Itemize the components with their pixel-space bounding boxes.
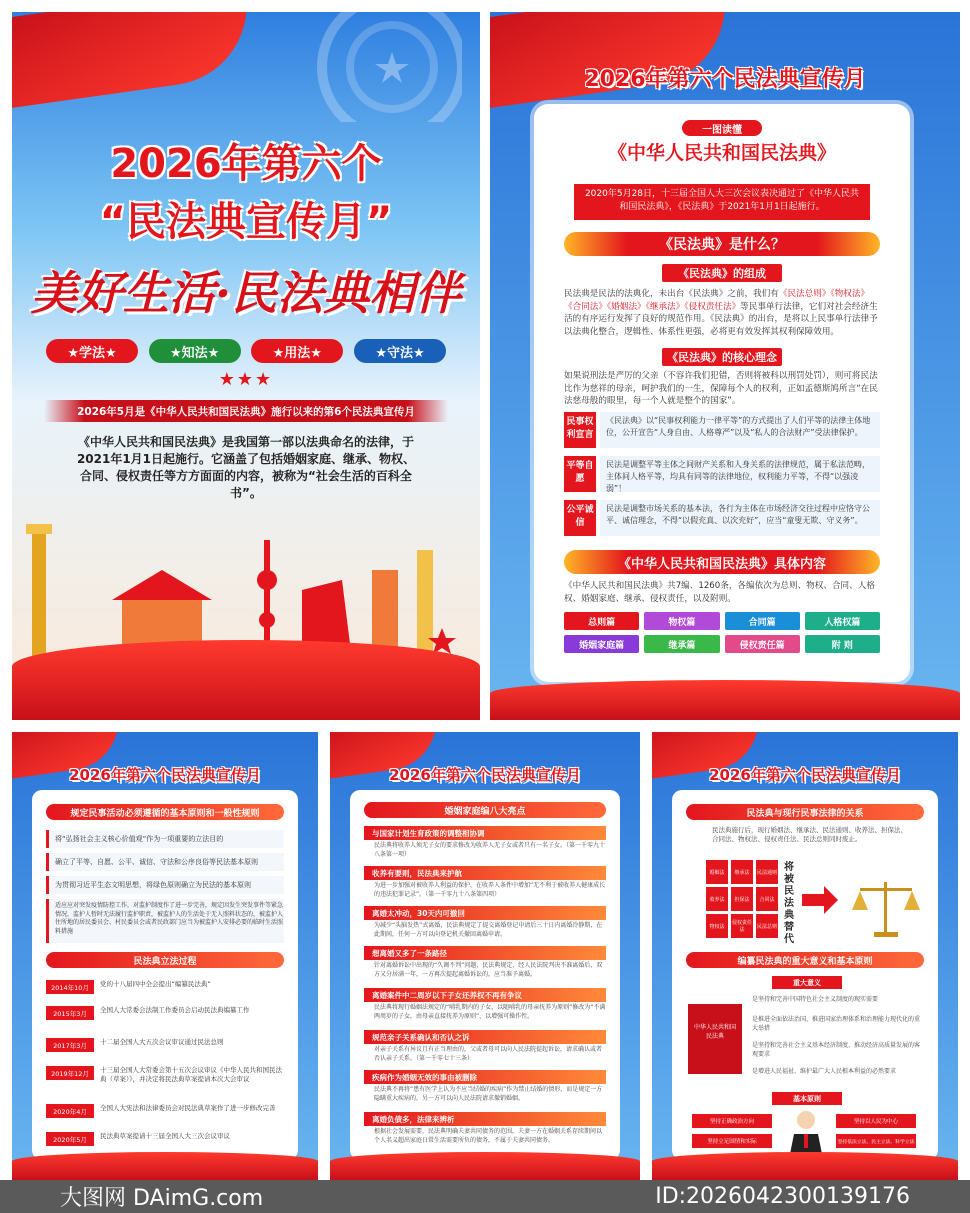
content-title: 《中华人民共和国民法典》具体内容 (564, 550, 880, 574)
old-law-book: 婚姻法 (706, 860, 728, 884)
red-wave-decoration (330, 1152, 640, 1180)
cover-title-line2: “民法典宣传月” (99, 199, 393, 245)
cover-tags (46, 339, 446, 363)
chapter-property: 物权篇 (644, 612, 719, 630)
poster2-header: 2026年第六个民法典宣传月 (584, 67, 866, 92)
significance-title: 编纂民法典的重大意义和基本原则 (686, 952, 924, 968)
overview-card (534, 104, 910, 682)
timeline-text-3: 十二届全国人大五次会议审议通过民法总则 (100, 1038, 224, 1046)
poster-overview (490, 12, 960, 720)
principles-card (32, 790, 298, 1160)
poster-marriage (330, 732, 640, 1180)
chapter-appendix: 附 则 (805, 635, 880, 653)
highlight-text-3: 为减少“头脑发热”式离婚，民法典规定了提交离婚登记申请后三十日内离婚冷静期，在此期间，任何一方可以向登记机关撤回离婚申请。 (374, 922, 603, 938)
significance-4: 是增进人民福祉、维护最广大人民根本利益的必然要求 (752, 1068, 897, 1075)
old-law-book: 担保法 (731, 887, 753, 911)
red-wave-decoration (490, 680, 960, 720)
timeline-text-1: 党的十八届四中全会提出“编纂民法典” (100, 980, 211, 988)
old-law-book: 合同法 (756, 887, 778, 911)
significance-2: 是推进全面依法治国、推进国家治理体系和治理能力现代化的重大举措 (752, 1016, 921, 1032)
watermark-id: ID:2026042300139176 (655, 1184, 910, 1209)
basic-principle-2: 坚持以人民为中心 (836, 1114, 916, 1128)
core-title: 《民法典》的核心理念 (662, 348, 782, 366)
civil-code-book-icon: 中华人民共和国民法典 (688, 1004, 742, 1074)
principle-text-1: 《民法典》以“民事权利能力一律平等”的方式提出了人们平等的法律主体地位，公开宣告“人身自由、人格尊严”以及“私人的合法财产”受法律保护。 (600, 412, 880, 448)
poster-significance (652, 732, 958, 1180)
poster-cover (12, 12, 480, 720)
principle-text-2: 民法是调整平等主体之间财产关系和人身关系的法律规范，属于私法范畴，主体间人格平等，均具有同等的法律地位，权利能力平等，不得“以强凌弱”！ (600, 456, 880, 492)
composition-title: 《民法典》的组成 (662, 264, 782, 282)
poster4-header: 2026年第六个民法典宣传月 (389, 766, 581, 784)
old-law-book: 侵权责任法 (731, 914, 753, 938)
timeline-date-3: 2017年3月 (46, 1038, 94, 1052)
poster3-header: 2026年第六个民法典宣传月 (69, 766, 261, 784)
highlight-title-2: 收养有要则，民法典来护航 (364, 866, 606, 880)
timeline-date-5: 2020年4月 (46, 1104, 94, 1118)
principle-label-1: 民事权利宣言 (564, 412, 596, 448)
basic-principle-1: 坚持正确政治方向 (692, 1114, 772, 1128)
arrow-and-scale-icon (802, 872, 932, 942)
watermark-bar (0, 1180, 970, 1213)
red-wave-decoration (652, 1152, 958, 1180)
chapter-marriage: 婚姻家庭篇 (564, 635, 639, 653)
city-skyline-decoration (12, 510, 480, 660)
highlight-title-1: 与国家计划生育政策的调整相协调 (364, 826, 606, 840)
relation-text: 民法典施行后，现行婚姻法、继承法、民法通则、收养法、担保法、合同法、物权法、侵权责任法、民法总则同时废止。 (712, 826, 907, 843)
relation-title: 民法典与现行民事法律的关系 (686, 804, 924, 820)
chapter-personality: 人格权篇 (805, 612, 880, 630)
timeline-date-4: 2019年12月 (46, 1066, 94, 1080)
old-law-book: 民法通则 (756, 860, 778, 884)
chapter-contract: 合同篇 (725, 612, 800, 630)
rule-1: 将“弘扬社会主义核心价值观”作为一项重要的立法目的 (46, 830, 284, 848)
timeline-text-4: 十三届全国人大常委会第十五次会议审议《中华人民共和国民法典（草案）》，并决定将民法典草案提请本次大会审议 (100, 1066, 282, 1083)
timeline-text-5: 全国人大宪法和法律委员会对民法典草案作了进一步修改完善 (100, 1104, 276, 1112)
red-wave-decoration (12, 1152, 318, 1180)
card-title: 《中华人民共和国民法典》 (607, 142, 836, 164)
chapter-general: 总则篇 (564, 612, 639, 630)
chapter-tort: 侵权责任篇 (725, 635, 800, 653)
poster-principles (12, 732, 318, 1180)
principle-text-3: 民法是调整市场关系的基本法，各行为主体在市场经济交往过程中应恪守公平、诚信理念，不得“以假充真、以次充好”，应当“童叟无欺、守义务”。 (600, 500, 880, 536)
marriage-title: 婚姻家庭编八大亮点 (364, 802, 606, 818)
old-law-book: 民法总则 (756, 914, 778, 938)
rule-4: 适应应对突发疫情防控工作，对监护制度作了进一步完善，规定因发生突发事件等紧急情况，监护人暂时无法履行监护职责，被监护人的生活处于无人照料状态的，被监护人住所地的居民委员会、村民委员会或者民政部门应当为被监护人安排必要的临时生活照料措施 (46, 899, 284, 943)
cover-banner: 2026年5月是《中华人民共和国民法典》施行以来的第6个民法典宣传月 (44, 400, 448, 422)
timeline-date-1: 2014年10月 (46, 980, 94, 994)
rule-2: 确立了平等、自愿、公平、诚信、守法和公序良俗等民法基本原则 (46, 853, 284, 871)
tag-know: ★知法★ (149, 339, 241, 363)
read-badge: 一图读懂 (682, 120, 762, 136)
timeline-date-6: 2020年5月 (46, 1132, 94, 1146)
timeline-text-6: 民法典草案提请十三届全国人大三次会议审议 (100, 1132, 230, 1140)
judge-figure-icon (784, 1108, 828, 1154)
significance-3: 是坚持和完善社会主义基本经济制度、推动经济高质量发展的客观要求 (752, 1042, 921, 1058)
content-text: 《中华人民共和国民法典》共7编、1260条，各编依次为总则、物权、合同、人格权、婚姻家庭、继承、侵权责任，以及附则。 (564, 581, 875, 604)
timeline-text-2: 全国人大常委会法制工作委员会启动民法典编纂工作 (100, 1006, 250, 1014)
red-info-box: 2020年5月28日，十三届全国人大三次会议表决通过了《中华人民共和国民法典》，《民法典》于2021年1月1日起施行。 (574, 184, 870, 220)
principle-label-3: 公平诚信 (564, 500, 596, 536)
core-text: 如果说刑法是严厉的父亲（不容许我们犯错，否则将被科以刑罚处罚），则可将民法比作为慈祥的母亲，呵护我们的一生，保障每个人的权利，正如孟德斯鸠所言“在民法慈母般的眼里，每一个人就是整个的国家”。 (564, 371, 878, 406)
highlight-title-7: 疾病作为婚姻无效的事由被删除 (364, 1070, 606, 1084)
highlight-text-5: 民法典将现行婚姻法规定的“哺乳期内的子女，以随哺乳的母亲抚养为原则”修改为“不满两周岁的子女，由母亲直接抚养为原则”，以增强可操作性。 (374, 1004, 606, 1020)
poster5-header: 2026年第六个民法典宣传月 (709, 766, 901, 784)
principle-label-2: 平等自愿 (564, 456, 596, 492)
old-law-book: 继承法 (731, 860, 753, 884)
red-flag-decoration (490, 12, 735, 110)
highlight-text-1: 民法典将收养人须无子女的要求修改为收养人无子女或者只有一名子女。（第一千零九十八条第一项） (374, 842, 606, 858)
highlight-text-7: 民法典不再将“患有医学上认为不应当结婚的疾病”作为禁止结婚的情形，而是规定一方隐瞒重大疾病的，另一方可以向人民法院请求撤销婚姻。 (374, 1086, 603, 1102)
basic-principle-3: 坚持立足国情和实际 (692, 1134, 772, 1148)
tag-obey: ★守法★ (354, 339, 446, 363)
composition-text: 民法典是民法的法典化，未出台《民法典》之前，我们有《民法总则》《物权法》《合同法》《婚姻法》《继承法》《侵权责任法》等民事单行法律，它们对社会经济生活的有序运行发挥了良好的规范作用。《民法典》的出台，是将以上民事单行法律予以法典化整合，逻辑性、体系性更强，必将更有效发挥其权利保障效用。 (564, 289, 878, 337)
cover-slogan: 美好生活·民法典相伴 (30, 266, 461, 320)
cover-intro: 《中华人民共和国民法典》是我国第一部以法典命名的法律，于2021年1月1日起施行。它涵盖了包括婚姻家庭、继承、物权、合同、侵权责任等方方面面的内容，被称为“社会生活的百科全书”。 (76, 435, 416, 500)
highlight-title-4: 想离婚又多了一条路径 (364, 946, 606, 960)
tag-learn: ★学法★ (46, 339, 138, 363)
replaced-label: 将被民法典替代 (784, 862, 794, 945)
basic-principle-4: 坚持依法立法、民主立法、科学立法 (836, 1134, 916, 1148)
red-wave-decoration (12, 640, 480, 720)
old-laws-grid (706, 860, 778, 938)
old-law-book: 收养法 (706, 887, 728, 911)
chapter-grid (564, 612, 880, 653)
highlight-text-6: 对亲子关系有异议且有正当理由的，父或者母可以向人民法院提起诉讼，请求确认或者否认亲子关系。（第一千零七十三条） (374, 1046, 603, 1062)
emblem-decoration (162, 12, 462, 122)
significance-card (672, 790, 938, 1160)
timeline-date-2: 2015年3月 (46, 1006, 94, 1020)
highlight-title-8: 离婚负债多，法律来辨析 (364, 1112, 606, 1126)
rule-3: 为贯彻习近平生态文明思想，将绿色原则确立为民法的基本原则 (46, 876, 284, 894)
tag-use: ★用法★ (251, 339, 343, 363)
rules-title: 规定民事活动必须遵循的基本原则和一般性规则 (46, 804, 284, 820)
significance-1: 是坚持和完善中国特色社会主义制度的现实需要 (752, 996, 879, 1003)
highlight-text-4: 针对离婚诉讼中出现的“久调不判”问题，民法典规定，经人民法院判决不准离婚后，双方又分居满一年，一方再次提起离婚诉讼的，应当准予离婚。 (374, 962, 603, 978)
cover-title-line1: 2026年第六个 (110, 141, 382, 187)
basic-principles-subtitle: 基本原则 (772, 1092, 842, 1105)
highlight-title-3: 离婚太冲动，30天内可撤回 (364, 906, 606, 920)
highlight-title-5: 离婚案件中二周岁以下子女还养权不再有争议 (364, 988, 606, 1002)
highlight-text-8: 根据社会发展需要，民法典明确夫妻共同债务的范围，夫妻一方在婚姻关系存续期间以个人名义超出家庭日常生活需要所负的债务，不属于夫妻共同债务。 (374, 1128, 603, 1144)
watermark-site: 大图网 DAimG.com (60, 1186, 264, 1211)
significance-subtitle: 重大意义 (772, 976, 842, 989)
highlight-text-2: 为进一步加强对被收养人利益的保护，在收养人条件中增加“无不利于被收养人健康成长的违法犯罪记录”。（第一千零九十八条第四项） (374, 882, 606, 898)
chapter-inheritance: 继承篇 (644, 635, 719, 653)
what-title: 《民法典》是什么？ (564, 232, 880, 256)
old-law-book: 物权法 (706, 914, 728, 938)
highlight-title-6: 规范亲子关系确认和否认之诉 (364, 1030, 606, 1044)
timeline-title: 民法典立法过程 (46, 952, 284, 968)
star-row: ★★★ (218, 369, 274, 390)
marriage-card (350, 790, 620, 1160)
